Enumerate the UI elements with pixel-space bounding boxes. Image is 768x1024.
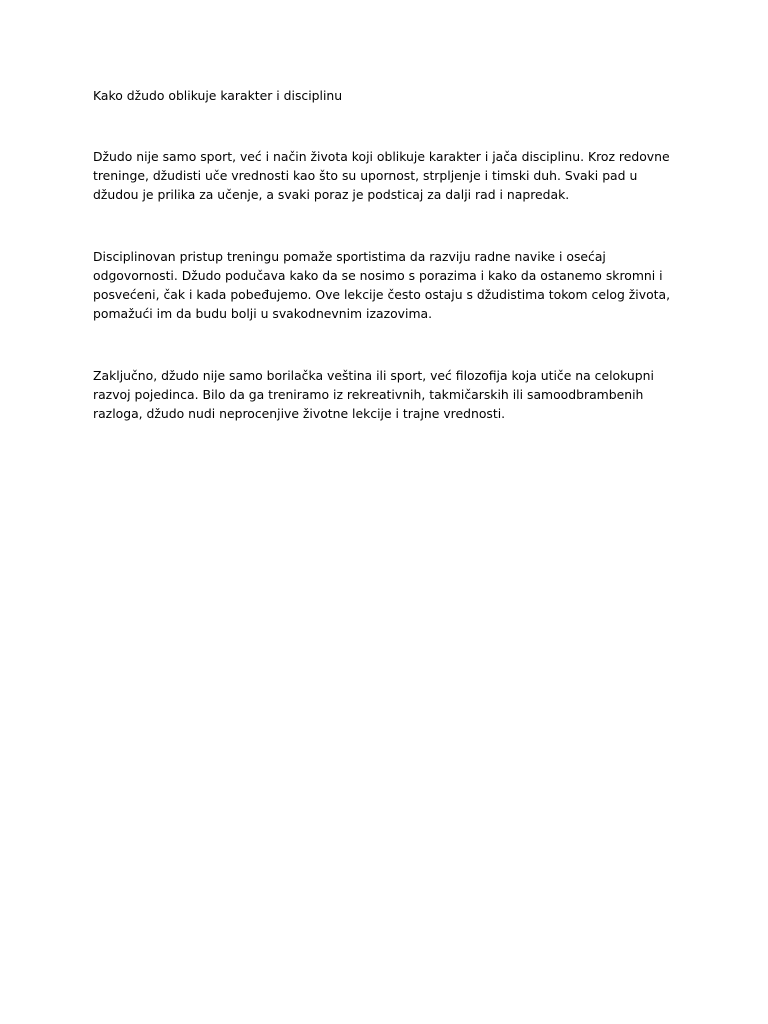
paragraph-intro: Džudo nije samo sport, već i način života koji oblikuje karakter i jača disciplinu. Kroz redovne treninge, džudisti uče vrednosti kao što su upornost, strpljenje i timski duh. Svaki pad u džudou je prilika za učenje, a svaki poraz je podsticaj za dalji rad i napredak.	[93, 149, 670, 202]
paragraph-conclusion: Zaključno, džudo nije samo borilačka veština ili sport, već filozofija koja utiče na celokupni razvoj pojedinca. Bilo da ga treniramo iz rekreativnih, takmičarskih ili samoodbrambenih razloga, džudo nudi neprocenjive životne lekcije i trajne vrednosti.	[93, 368, 654, 421]
document-title: Kako džudo oblikuje karakter i disciplinu	[93, 88, 343, 103]
paragraph-discipline: Disciplinovan pristup treningu pomaže sportistima da razviju radne navike i osećaj odgovornosti. Džudo podučava kako da se nosimo s porazima i kako da ostanemo skromni i posvećeni, čak i kada pobeđujemo. Ove lekcije često ostaju s džudistima tokom celog života, pomažući im da budu bolji u svakodnevnim izazovima.	[93, 249, 671, 321]
